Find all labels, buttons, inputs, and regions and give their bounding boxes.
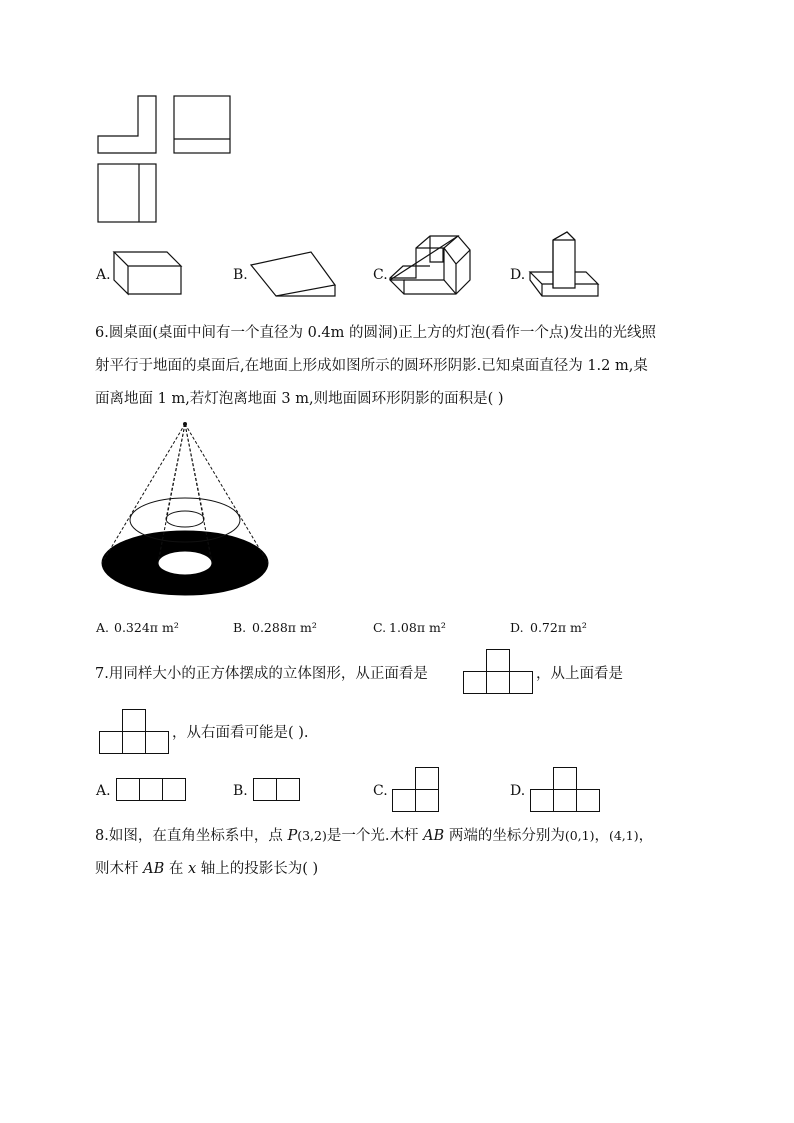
q6-option-b-value: 0.288π m² <box>252 620 317 635</box>
lamp-point <box>183 422 187 426</box>
q6-option-d-label: D. <box>510 620 524 635</box>
table-hole <box>166 511 204 527</box>
q8-point-p: P <box>287 828 298 844</box>
q7-option-b-label: B. <box>233 783 248 799</box>
q8-text-1: 8.如图，在直角坐标系中，点 <box>95 828 288 844</box>
q7-option-a-label: A. <box>96 783 111 799</box>
q6-option-a-label: A. <box>96 620 110 635</box>
q8-text-3: 两端的坐标分别为 <box>444 828 565 844</box>
q5-option-a-label: A. <box>96 267 111 283</box>
q8-p-coord: (3,2) <box>297 828 327 843</box>
q6-option-a-value: 0.324π m² <box>114 620 179 635</box>
q5-option-d-label: D. <box>510 267 526 283</box>
q8-ab: AB <box>423 828 445 844</box>
q8-x-axis: x <box>187 861 197 877</box>
q8-line-2 <box>95 859 318 879</box>
q8-sep: ， <box>594 828 609 844</box>
q6-option-b-label: B. <box>233 620 247 635</box>
q7-option-b-view <box>253 778 300 801</box>
q7-option-c-view <box>392 767 439 812</box>
q8-line-1 <box>95 826 653 846</box>
q8-text-5: 则木杆 <box>95 861 144 877</box>
q7-line-1b: ，从上面看是 <box>536 666 623 682</box>
q8-coord-b: (4,1) <box>608 828 639 843</box>
q7-top-view <box>99 709 171 754</box>
q5-option-c-label: C. <box>373 267 388 283</box>
q8-coord-a: (0,1) <box>564 828 595 843</box>
q6-option-c-label: C. <box>373 620 387 635</box>
q6-option-c-value: 1.08π m² <box>389 620 446 635</box>
q6-option-d-value: 0.72π m² <box>530 620 587 635</box>
q6-line-2: 射平行于地面的桌面后,在地面上形成如图所示的圆环形阴影.已知桌面直径为 1.2 m,桌 <box>95 358 648 374</box>
q7-option-c-label: C. <box>373 783 388 799</box>
q7-line-2: ，从右面看可能是( ). <box>172 725 309 741</box>
q8-text-6: 在 <box>164 861 188 877</box>
q7-option-d-view <box>530 767 602 812</box>
q6-line-1: 6.圆桌面(桌面中间有一个直径为 0.4m 的圆洞)正上方的灯泡(看作一个点)发出的光线照 <box>95 325 656 341</box>
q7-line-1a: 7.用同样大小的正方体摆成的立体图形，从正面看是 <box>95 666 428 682</box>
q8-ab-2: AB <box>143 861 165 877</box>
q8-text-2: 是一个光.木杆 <box>326 828 424 844</box>
q8-text-7: 轴上的投影长为( ) <box>196 861 319 877</box>
q7-option-a-view <box>116 778 186 801</box>
q5-option-b-label: B. <box>233 267 248 283</box>
q8-text-4: ， <box>638 828 654 844</box>
q7-front-view <box>463 649 535 694</box>
shadow-hole <box>158 551 212 575</box>
q6-line-3: 面离地面 1 m,若灯泡离地面 3 m,则地面圆环形阴影的面积是( ) <box>95 391 504 407</box>
q7-option-d-label: D. <box>510 783 526 799</box>
